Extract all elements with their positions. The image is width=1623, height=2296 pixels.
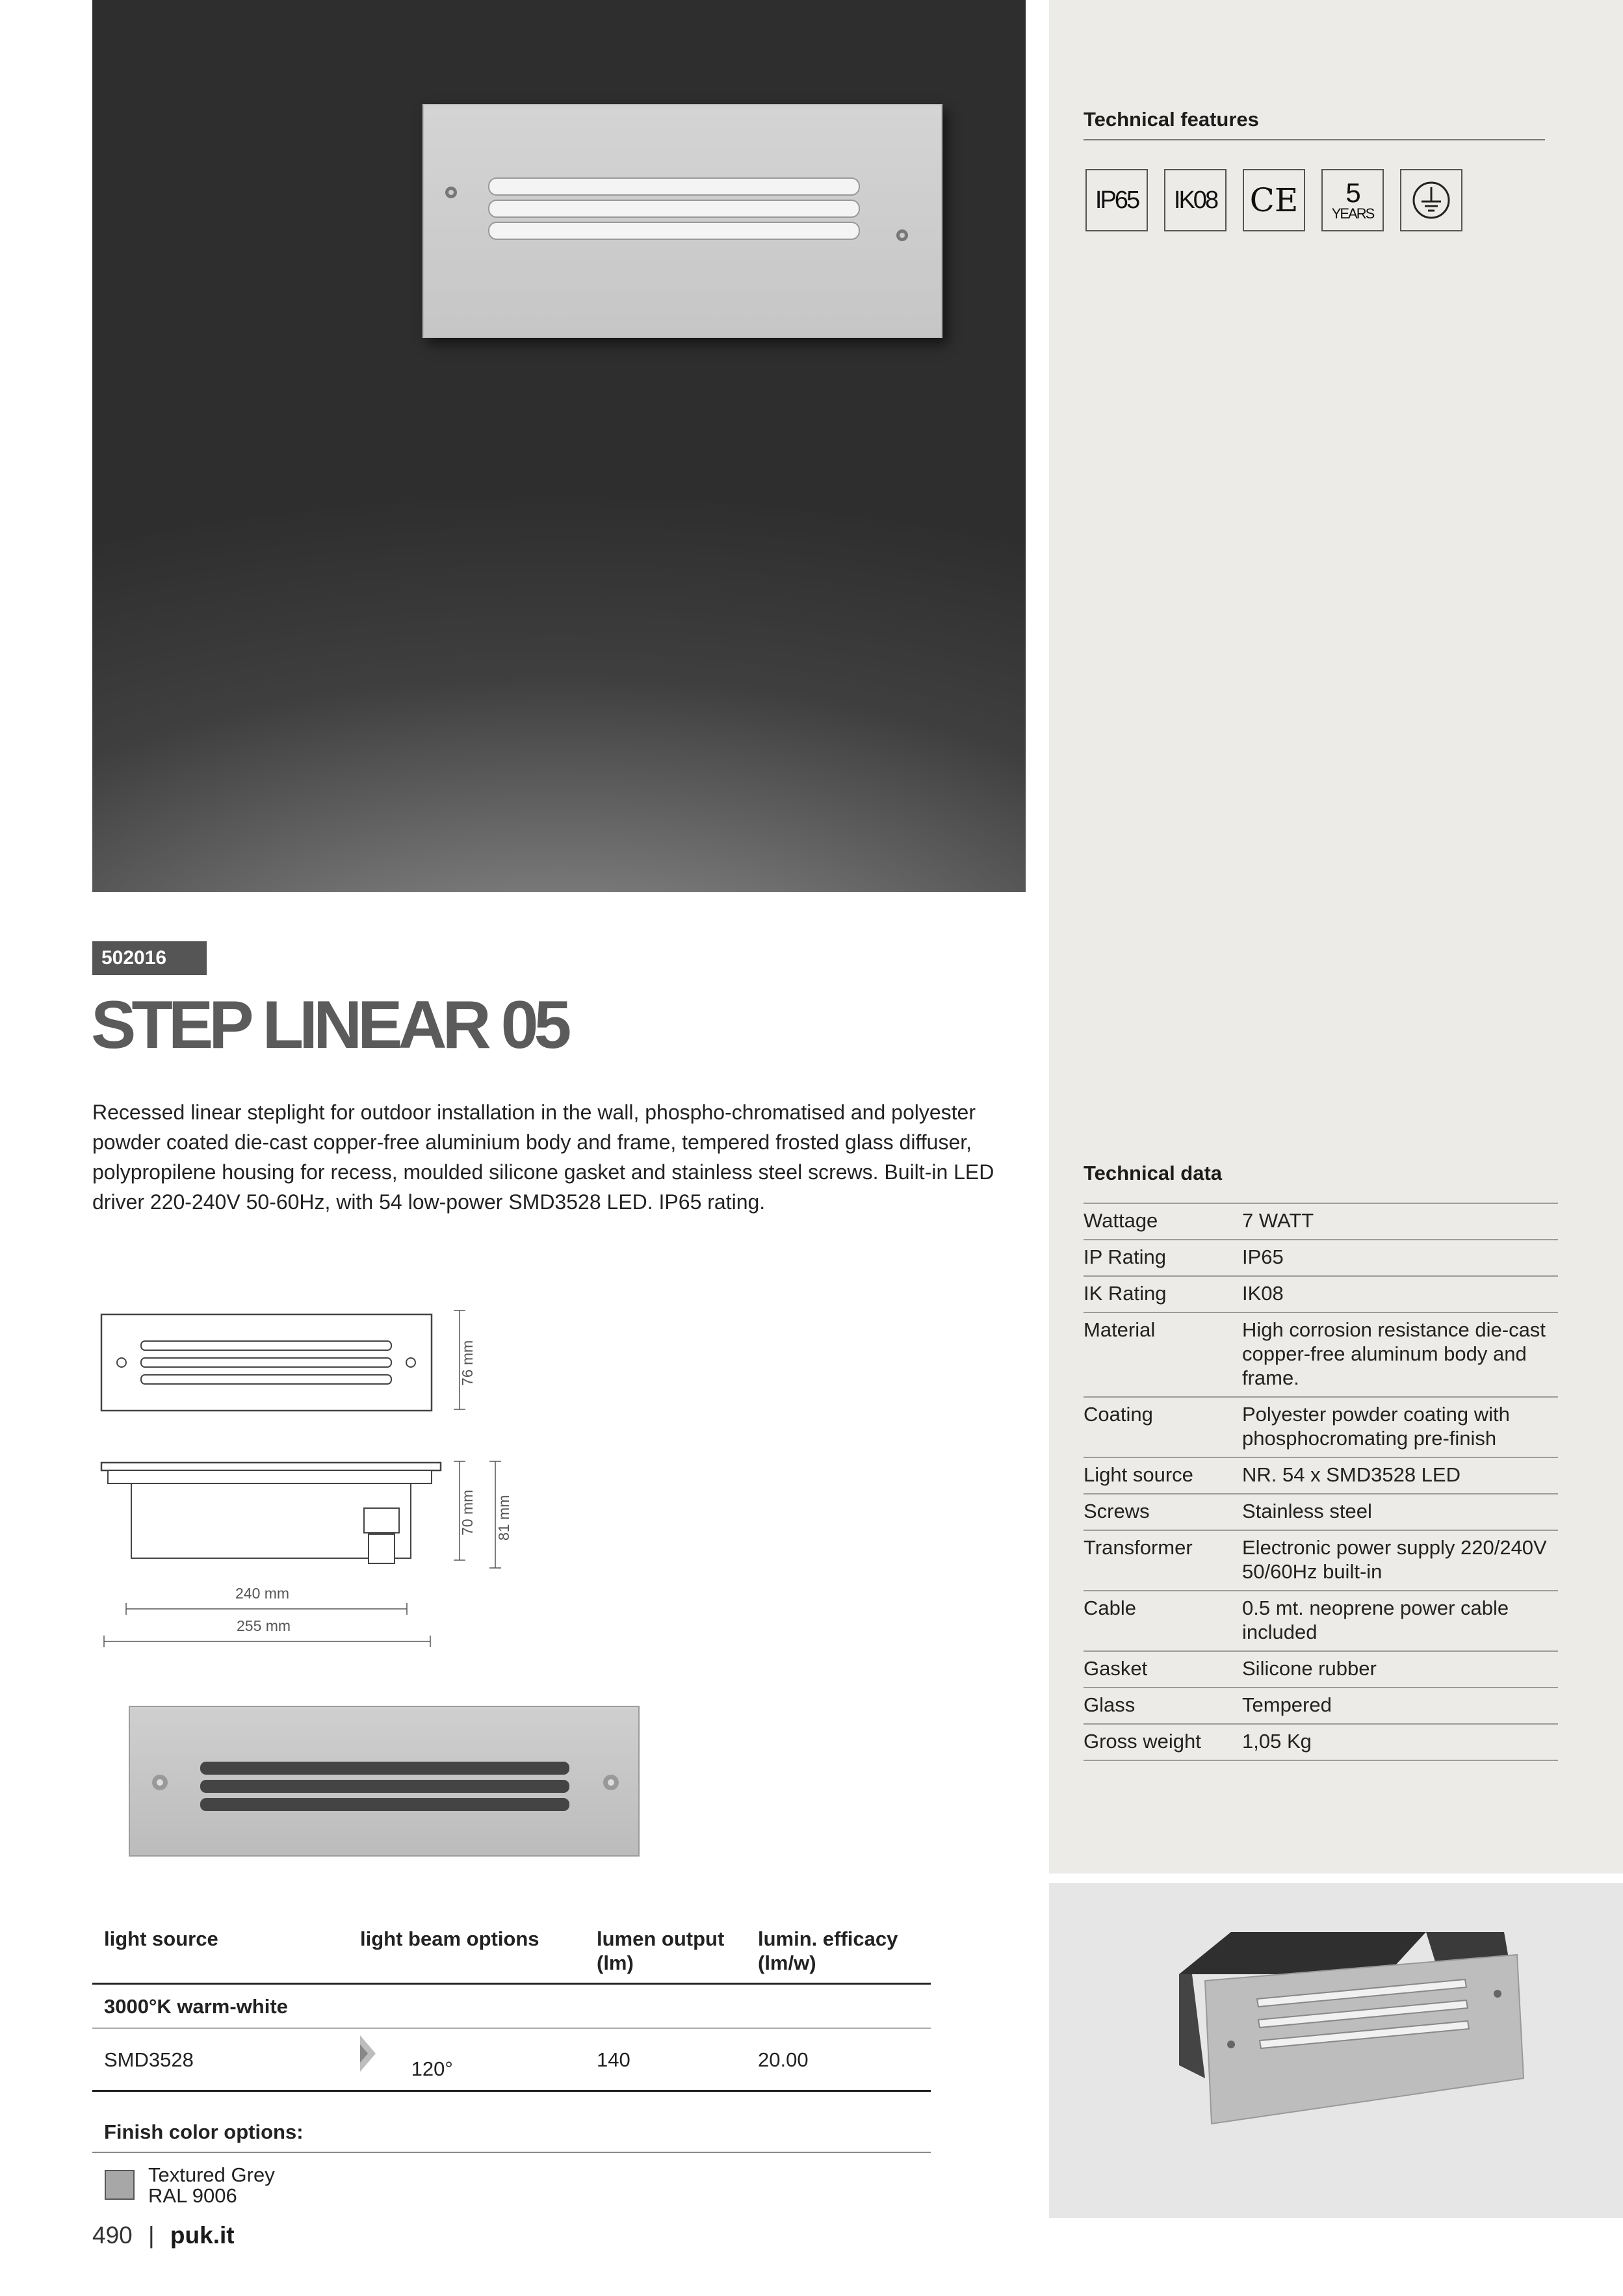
front-height-dimension: 76 mm <box>459 1340 476 1386</box>
cell-source: SMD3528 <box>92 2028 348 2091</box>
beam-angle-icon <box>360 2043 406 2085</box>
footer-separator: | <box>148 2222 155 2249</box>
product-description: Recessed linear steplight for outdoor installation in the wall, phospho-chromatised and polyester powder coated die-cast copper-free aluminium body and frame, tempered frosted glass diffuser, polypropilene housing for recess, moulded silicone gasket and stainless steel screws. Built-in LED driver 220-240V 50-60Hz, with 54 low-power SMD3528 LED. IP65 rating. <box>92 1101 994 1214</box>
table-row <box>1084 1203 1558 1240</box>
technical-data-rows <box>1084 1203 1558 1760</box>
technical-features-divider <box>1084 139 1545 140</box>
tech-data-value: 1,05 Kg <box>1242 1724 1558 1760</box>
tech-data-value: 0.5 mt. neoprene power cable included <box>1242 1591 1558 1651</box>
tech-data-key: IK Rating <box>1084 1276 1242 1312</box>
table-row <box>1084 1724 1558 1760</box>
header-lumen-output: lumen output (lm) <box>585 1919 746 1984</box>
table-row <box>1084 1530 1558 1591</box>
header-light-beam: light beam options <box>348 1919 585 1984</box>
cell-efficacy: 20.00 <box>746 2028 931 2091</box>
tech-data-key: Wattage <box>1084 1203 1242 1240</box>
fixture-front-louvers <box>130 1707 641 1858</box>
hero-fixture-plate <box>422 104 942 338</box>
page-number: 490 <box>92 2222 133 2249</box>
technical-data-table <box>1084 1203 1558 1761</box>
table-row <box>1084 1651 1558 1688</box>
table-row <box>1084 1397 1558 1457</box>
ip65-icon: IP65 <box>1085 169 1148 231</box>
table-row <box>1084 1312 1558 1397</box>
body-width-dimension: 240 mm <box>235 1585 290 1602</box>
tech-data-value: IK08 <box>1242 1276 1558 1312</box>
product-code-badge: 502016 <box>92 941 207 975</box>
table-row <box>1084 1591 1558 1651</box>
product-3d-photo <box>1049 1883 1623 2218</box>
light-table-header-row <box>92 1919 931 1984</box>
tech-data-value: 7 WATT <box>1242 1203 1558 1240</box>
fixture-front-photo <box>129 1706 640 1857</box>
tech-data-value: Tempered <box>1242 1688 1558 1724</box>
tech-data-key: Gross weight <box>1084 1724 1242 1760</box>
tech-data-value: NR. 54 x SMD3528 LED <box>1242 1457 1558 1494</box>
tech-data-value: Electronic power supply 220/240V 50/60Hz built-in <box>1242 1530 1558 1591</box>
table-group-row <box>92 1984 931 2029</box>
total-height-dimension: 81 mm <box>495 1494 512 1541</box>
table-row <box>1084 1494 1558 1530</box>
tech-data-value: Polyester powder coating with phosphocromating pre-finish <box>1242 1397 1558 1457</box>
tech-data-key: Cable <box>1084 1591 1242 1651</box>
tech-data-key: Light source <box>1084 1457 1242 1494</box>
tech-data-key: Screws <box>1084 1494 1242 1530</box>
finish-color-swatch <box>105 2170 135 2200</box>
warranty-years-number: 5 <box>1345 177 1360 208</box>
technical-data-heading: Technical data <box>1084 1162 1223 1184</box>
finish-option-ral: RAL 9006 <box>148 2184 237 2207</box>
tech-data-key: Coating <box>1084 1397 1242 1457</box>
technical-features-heading: Technical features <box>1084 108 1259 131</box>
beam-angle-value: 120° <box>411 2057 453 2080</box>
body-height-dimension: 70 mm <box>459 1489 476 1535</box>
warranty-years-label: YEARS <box>1331 205 1374 222</box>
finish-option-text <box>148 2165 275 2206</box>
table-row <box>1084 1276 1558 1312</box>
tech-data-key: IP Rating <box>1084 1240 1242 1276</box>
tech-data-key: Material <box>1084 1312 1242 1397</box>
header-luminous-efficacy: lumin. efficacy (lm/w) <box>746 1919 931 1984</box>
table-row <box>1084 1240 1558 1276</box>
cell-beam <box>348 2028 585 2091</box>
tech-data-value: High corrosion resistance die-cast copper-free aluminum body and frame. <box>1242 1312 1558 1397</box>
light-source-table <box>92 1919 931 2092</box>
finish-divider <box>92 2152 931 2153</box>
tech-data-value: Stainless steel <box>1242 1494 1558 1530</box>
ik08-icon: IK08 <box>1164 169 1227 231</box>
table-row <box>1084 1688 1558 1724</box>
group-color-temperature: 3000°K warm-white <box>92 1984 931 2029</box>
footer-site-link[interactable]: puk.it <box>170 2222 235 2249</box>
earth-ground-icon <box>1400 169 1462 231</box>
tech-data-key: Gasket <box>1084 1651 1242 1688</box>
ce-mark-icon: CE <box>1243 169 1305 231</box>
tech-data-key: Transformer <box>1084 1530 1242 1591</box>
table-row <box>92 2028 931 2091</box>
product-title: STEP LINEAR 05 <box>91 987 567 1063</box>
cell-lumen: 140 <box>585 2028 746 2091</box>
table-row <box>1084 1457 1558 1494</box>
tech-data-value: IP65 <box>1242 1240 1558 1276</box>
hero-louver-graphic <box>424 105 941 337</box>
page-footer <box>92 2222 235 2249</box>
total-width-dimension: 255 mm <box>237 1617 291 1634</box>
tech-data-value: Silicone rubber <box>1242 1651 1558 1688</box>
finish-option-name: Textured Grey <box>148 2163 275 2186</box>
header-light-source: light source <box>92 1919 348 1984</box>
tech-data-key: Glass <box>1084 1688 1242 1724</box>
product-3d-graphic <box>1049 1883 1623 2218</box>
technical-drawing <box>92 1300 521 1651</box>
warranty-5-years-icon <box>1321 169 1384 231</box>
finish-options-heading: Finish color options: <box>104 2120 304 2143</box>
